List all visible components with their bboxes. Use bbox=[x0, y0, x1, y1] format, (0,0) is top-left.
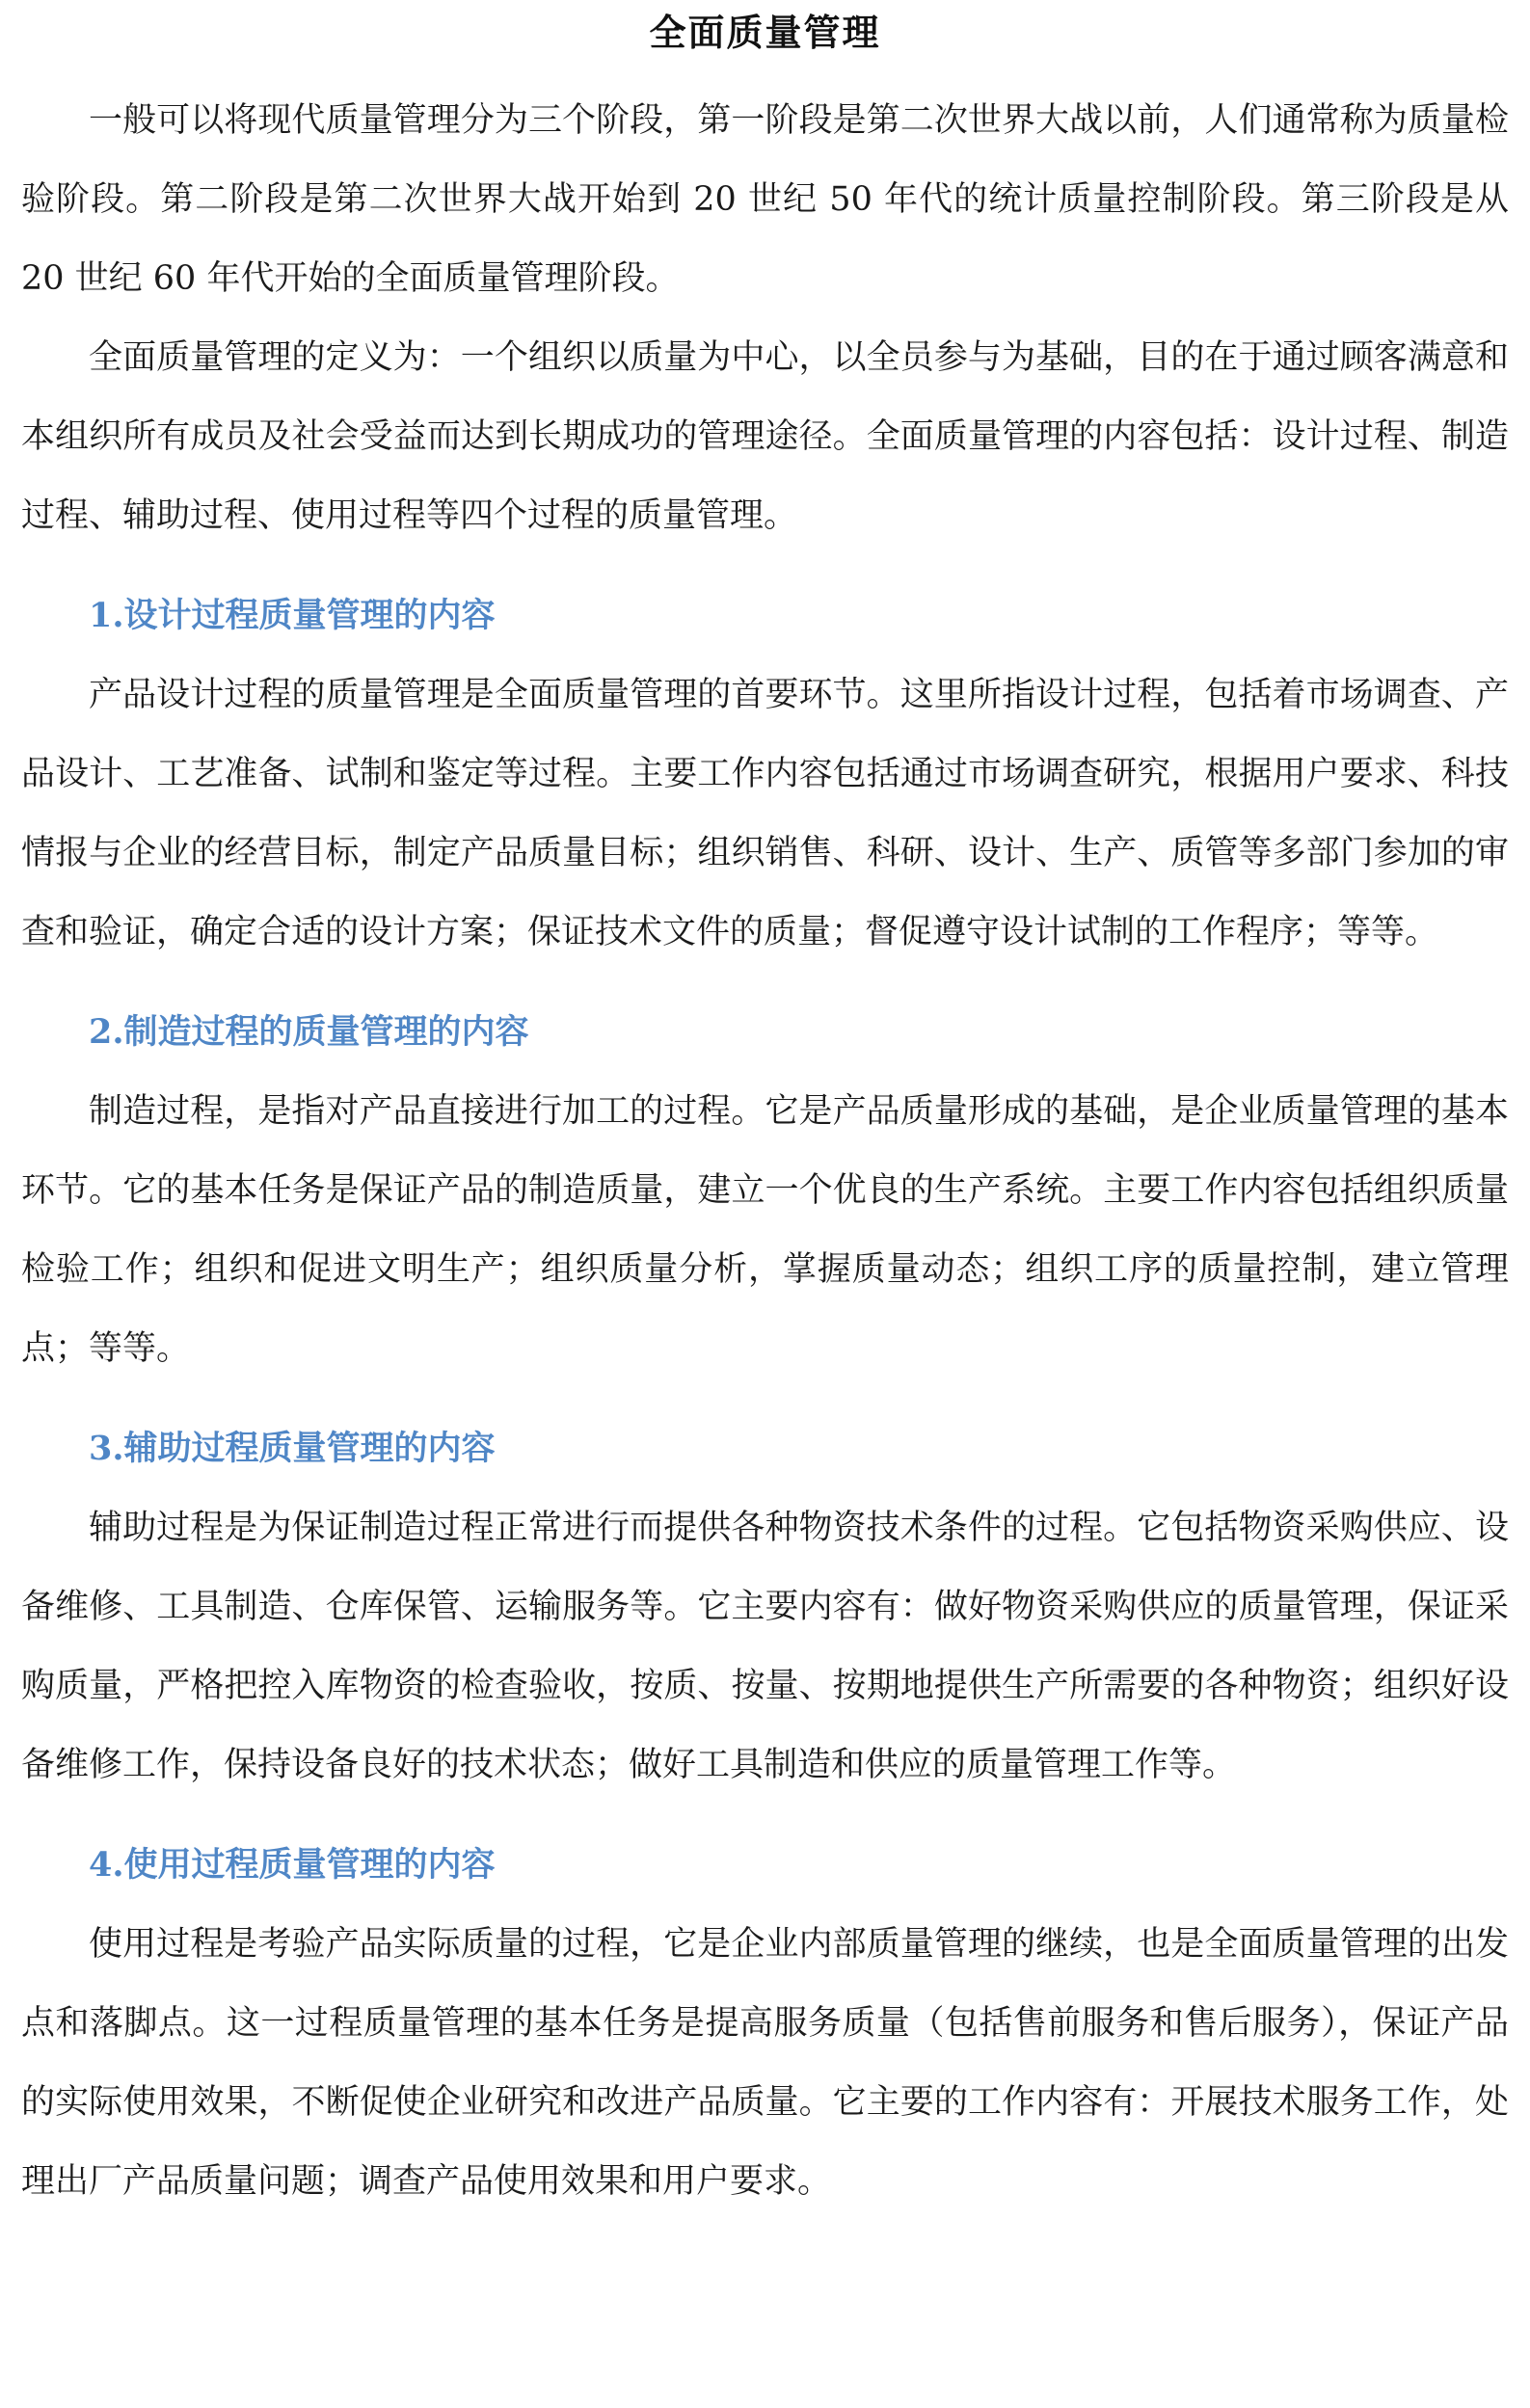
section-manufacturing bbox=[21, 993, 1509, 1388]
section-heading: 4.使用过程质量管理的内容 bbox=[89, 1845, 496, 1885]
section-design bbox=[21, 576, 1509, 972]
intro-paragraph-2: 全面质量管理的定义为：一个组织以质量为中心，以全员参与为基础，目的在于通过顾客满意和本组织所有成员及社会受益而达到长期成功的管理途径。全面质量管理的内容包括：设计过程、制造过程、辅助过程、使用过程等四个过程的质量管理。 bbox=[21, 338, 1509, 535]
section-body: 使用过程是考验产品实际质量的过程，它是企业内部质量管理的继续，也是全面质量管理的出发点和落脚点。这一过程质量管理的基本任务是提高服务质量（包括售前服务和售后服务），保证产品的实际使用效果，不断促使企业研究和改进产品质量。它主要的工作内容有：开展技术服务工作，处理出厂产品质量问题；调查产品使用效果和用户要求。 bbox=[21, 1925, 1509, 2201]
document-title: 全面质量管理 bbox=[649, 11, 881, 54]
section-body: 制造过程，是指对产品直接进行加工的过程。它是产品质量形成的基础，是企业质量管理的基本环节。它的基本任务是保证产品的制造质量，建立一个优良的生产系统。主要工作内容包括组织质量检验工作；组织和促进文明生产；组织质量分析，掌握质量动态；组织工序的质量控制，建立管理点；等等。 bbox=[21, 1092, 1509, 1368]
section-body: 产品设计过程的质量管理是全面质量管理的首要环节。这里所指设计过程，包括着市场调查、产品设计、工艺准备、试制和鉴定等过程。主要工作内容包括通过市场调查研究，根据用户要求、科技情报与企业的经营目标，制定产品质量目标；组织销售、科研、设计、生产、质管等多部门参加的审查和验证，确定合适的设计方案；保证技术文件的质量；督促遵守设计试制的工作程序；等等。 bbox=[21, 676, 1509, 951]
intro-paragraph-1: 一般可以将现代质量管理分为三个阶段，第一阶段是第二次世界大战以前，人们通常称为质量检验阶段。第二阶段是第二次世界大战开始到 20 世纪 50 年代的统计质量控制阶段。第三阶段是从 20 世纪 60 年代开始的全面质量管理阶段。 bbox=[21, 101, 1509, 298]
section-body: 辅助过程是为保证制造过程正常进行而提供各种物资技术条件的过程。它包括物资采购供应、设备维修、工具制造、仓库保管、运输服务等。它主要内容有：做好物资采购供应的质量管理，保证采购质量，严格把控入库物资的检查验收，按质、按量、按期地提供生产所需要的各种物资；组织好设备维修工作，保持设备良好的技术状态；做好工具制造和供应的质量管理工作等。 bbox=[21, 1509, 1509, 1784]
section-auxiliary bbox=[21, 1409, 1509, 1805]
section-heading: 3.辅助过程质量管理的内容 bbox=[89, 1429, 496, 1468]
section-usage bbox=[21, 1826, 1509, 2221]
section-heading: 2.制造过程的质量管理的内容 bbox=[89, 1012, 529, 1052]
section-heading: 1.设计过程质量管理的内容 bbox=[89, 596, 496, 635]
